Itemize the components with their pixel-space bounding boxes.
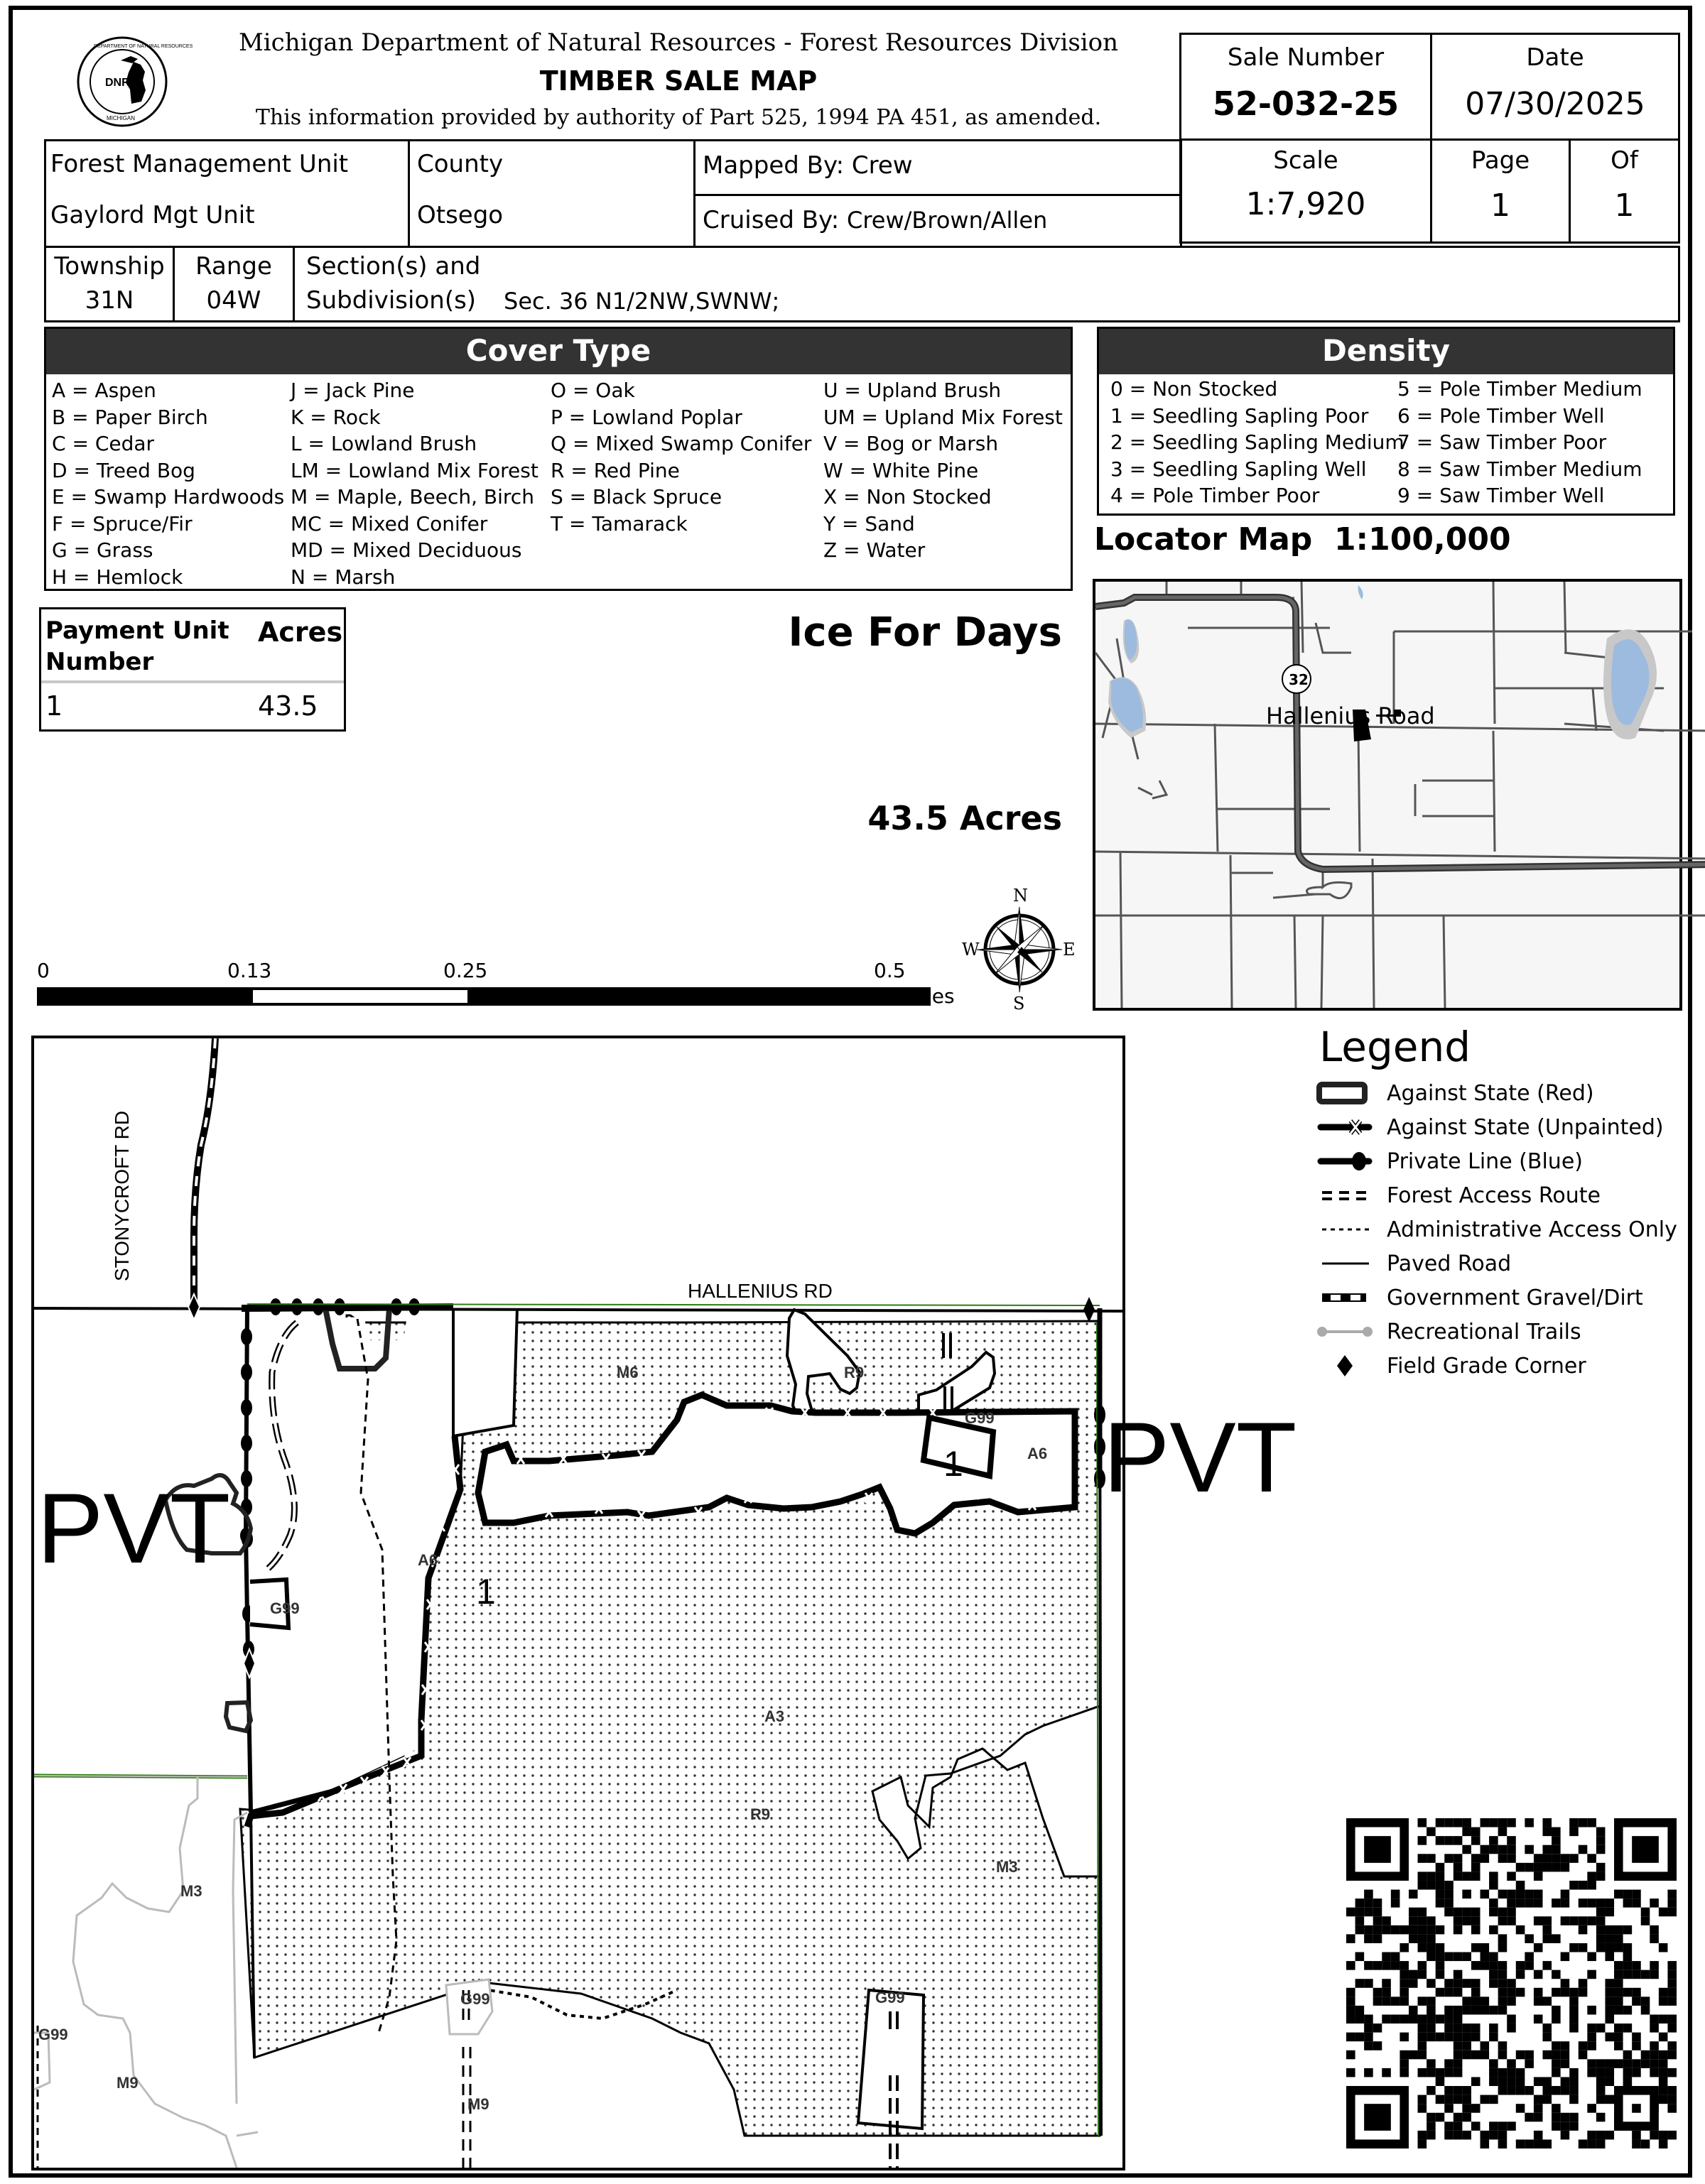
against-state-red-icon bbox=[1315, 1081, 1376, 1107]
fmu-cell bbox=[44, 139, 410, 248]
legend-label: Forest Access Route bbox=[1387, 1183, 1601, 1208]
sale-name: Ice For Days bbox=[788, 609, 1062, 656]
main-map bbox=[31, 1036, 1297, 2171]
density-entry: 0 = Non Stocked bbox=[1110, 377, 1278, 401]
stand-label: A6 bbox=[1027, 1445, 1048, 1462]
cover-type-entry: MC = Mixed Conifer bbox=[291, 511, 488, 536]
stand-label: G99 bbox=[38, 2026, 68, 2043]
density-entry: 2 = Seedling Sapling Medium bbox=[1110, 430, 1404, 454]
field-corner-ne bbox=[1083, 1297, 1095, 1322]
locator-map-graphic bbox=[1095, 582, 1679, 1008]
scale-tick-3: 0.5 bbox=[874, 959, 906, 982]
stand-label: M3 bbox=[996, 1858, 1018, 1876]
cruised-by-value: Crew/Brown/Allen bbox=[846, 207, 1048, 234]
range-cell bbox=[173, 246, 295, 322]
highway-shield-number: 32 bbox=[1289, 671, 1309, 688]
locator-road-label: Hallenius Road bbox=[1266, 702, 1435, 729]
county-value: Otsego bbox=[417, 201, 504, 229]
authority-text: This information provided by authority of Part 525, 1994 PA 451, as amended. bbox=[255, 105, 1102, 130]
fmu-label: Forest Management Unit bbox=[50, 150, 349, 178]
scale-bar-segment-2 bbox=[250, 987, 470, 1006]
unit-label-west: 1 bbox=[476, 1572, 496, 1612]
seal-bottom-text: MICHIGAN bbox=[107, 115, 135, 121]
date-label: Date bbox=[1526, 43, 1584, 72]
mapped-by-cell bbox=[693, 139, 1182, 196]
stand-label: G99 bbox=[965, 1409, 995, 1427]
cruised-by-cell bbox=[693, 194, 1182, 248]
scale-label: Scale bbox=[1273, 146, 1338, 175]
cover-type-entry: LM = Lowland Mix Forest bbox=[291, 458, 538, 482]
density-entry: 7 = Saw Timber Poor bbox=[1397, 430, 1607, 454]
payment-unit-header: Payment Unit Number bbox=[45, 616, 229, 676]
dnr-seal-icon bbox=[71, 32, 193, 131]
private-line-icon bbox=[1315, 1149, 1376, 1175]
legend-label: Administrative Access Only bbox=[1387, 1217, 1677, 1242]
cover-type-entry: Z = Water bbox=[823, 538, 926, 562]
total-acres: 43.5 Acres bbox=[867, 799, 1062, 837]
scale-unit: Miles bbox=[904, 984, 955, 1008]
forest-access-route-icon bbox=[1315, 1183, 1376, 1209]
date-value: 07/30/2025 bbox=[1465, 86, 1645, 122]
scale-bar-segment-3 bbox=[467, 987, 931, 1006]
pvt-label-west: PVT bbox=[37, 1472, 231, 1584]
legend-label: Recreational Trails bbox=[1387, 1320, 1581, 1344]
pvt-label-east: PVT bbox=[1103, 1401, 1297, 1513]
admin-access-icon bbox=[1315, 1217, 1376, 1243]
stonycroft-road-label: STONYCROFT RD bbox=[111, 1110, 133, 1281]
scale-value: 1:7,920 bbox=[1245, 186, 1366, 222]
cover-type-box bbox=[44, 327, 1073, 591]
locator-map-title: Locator Map bbox=[1094, 521, 1313, 558]
range-label: Range bbox=[195, 252, 272, 281]
compass-e: E bbox=[1063, 940, 1076, 960]
page-of-cell bbox=[1569, 138, 1680, 244]
page-value: 1 bbox=[1490, 188, 1510, 224]
stand-label: G99 bbox=[270, 1599, 300, 1617]
stand-label: M3 bbox=[180, 1882, 202, 1900]
density-entry: 6 = Pole Timber Well bbox=[1397, 403, 1605, 428]
scale-bar bbox=[37, 959, 955, 1009]
cover-type-entry: C = Cedar bbox=[52, 432, 155, 455]
legend-label: Paved Road bbox=[1387, 1251, 1512, 1276]
cover-type-entry: N = Marsh bbox=[291, 565, 396, 589]
stand-label: G99 bbox=[460, 1990, 490, 2008]
qr-code-icon bbox=[1346, 1818, 1677, 2148]
cover-type-entry: V = Bog or Marsh bbox=[823, 432, 999, 455]
seal-center-text: DNR bbox=[105, 77, 130, 89]
sale-number-cell bbox=[1179, 33, 1432, 141]
seal-top-text: DEPARTMENT OF NATURAL RESOURCES bbox=[94, 44, 193, 49]
county-label: County bbox=[417, 150, 504, 178]
acres-header: Acres bbox=[258, 616, 343, 648]
mapped-by-label: Mapped By: bbox=[703, 151, 845, 180]
paved-road-icon bbox=[1315, 1251, 1376, 1277]
cover-type-title: Cover Type bbox=[46, 329, 1071, 374]
scale-tick-0: 0 bbox=[37, 959, 50, 982]
density-title: Density bbox=[1099, 329, 1673, 374]
trail-icon bbox=[1315, 1320, 1376, 1345]
legend-label: Private Line (Blue) bbox=[1387, 1149, 1583, 1174]
density-box bbox=[1097, 327, 1675, 516]
township-label: Township bbox=[54, 252, 165, 281]
unit-label-east: 1 bbox=[943, 1444, 963, 1484]
legend-label: Against State (Unpainted) bbox=[1387, 1115, 1664, 1140]
cover-type-entry: U = Upland Brush bbox=[823, 379, 1002, 402]
payment-unit-table bbox=[39, 607, 346, 732]
cruised-by-row bbox=[703, 206, 1047, 234]
sections-cell bbox=[293, 246, 1680, 322]
stand-label: R9 bbox=[750, 1805, 771, 1823]
stand-label: G99 bbox=[875, 1989, 905, 2006]
cover-type-entry: E = Swamp Hardwoods bbox=[52, 485, 285, 509]
main-map-graphic bbox=[34, 1038, 1122, 2168]
locator-map bbox=[1093, 579, 1682, 1011]
page-cell bbox=[1430, 138, 1571, 244]
cover-type-entry: MD = Mixed Deciduous bbox=[291, 538, 522, 562]
stand-label: A3 bbox=[764, 1707, 785, 1725]
cover-type-entry: T = Tamarack bbox=[551, 511, 688, 536]
date-cell bbox=[1430, 33, 1680, 141]
cover-type-entry: Y = Sand bbox=[823, 511, 915, 536]
legend-label: Government Gravel/Dirt bbox=[1387, 1286, 1643, 1310]
stand-label: A6 bbox=[418, 1551, 438, 1569]
cover-type-entry: X = Non Stocked bbox=[823, 485, 992, 509]
page-label: Page bbox=[1471, 146, 1530, 175]
scale-tick-2: 0.25 bbox=[443, 959, 488, 982]
cover-type-entry: R = Red Pine bbox=[551, 458, 680, 482]
stand-label: M9 bbox=[117, 2074, 139, 2092]
density-entry: 8 = Saw Timber Medium bbox=[1397, 457, 1642, 481]
against-state-unpainted-icon bbox=[1315, 1115, 1376, 1141]
unit-acres: 43.5 bbox=[258, 690, 318, 722]
township-value: 31N bbox=[85, 286, 134, 315]
cover-type-entry: Q = Mixed Swamp Conifer bbox=[551, 432, 812, 455]
township-cell bbox=[44, 246, 175, 322]
cover-type-entry: J = Jack Pine bbox=[291, 379, 415, 402]
legend-label: Field Grade Corner bbox=[1387, 1354, 1586, 1379]
stand-m6 bbox=[453, 1308, 517, 1436]
sections-value: Sec. 36 N1/2NW,SWNW; bbox=[504, 288, 780, 315]
stand-label: R9 bbox=[844, 1364, 865, 1381]
gravel-road-icon bbox=[1315, 1286, 1376, 1311]
cover-type-entry: B = Paper Birch bbox=[52, 405, 208, 429]
cover-type-entry: M = Maple, Beech, Birch bbox=[291, 485, 534, 509]
field-corner-nw bbox=[188, 1294, 200, 1320]
map-title: TIMBER SALE MAP bbox=[539, 65, 818, 97]
mapped-by-row bbox=[703, 151, 913, 180]
cover-type-entry: O = Oak bbox=[551, 379, 635, 402]
county-cell bbox=[408, 139, 695, 248]
cover-type-entry: A = Aspen bbox=[52, 379, 156, 402]
sections-label-2: Subdivision(s) bbox=[306, 286, 477, 315]
scale-bar-segment-1 bbox=[37, 987, 254, 1006]
of-label: Of bbox=[1611, 146, 1638, 175]
agency-name: Michigan Department of Natural Resources - Forest Resources Division bbox=[238, 28, 1119, 57]
locator-map-heading bbox=[1094, 521, 1511, 558]
compass-w: W bbox=[962, 940, 980, 960]
compass-s: S bbox=[1013, 994, 1025, 1014]
cover-type-entry: W = White Pine bbox=[823, 458, 979, 482]
unit-number: 1 bbox=[45, 690, 63, 722]
sections-label-1: Section(s) and bbox=[306, 252, 481, 281]
cover-type-entry: L = Lowland Brush bbox=[291, 432, 477, 455]
hallenius-road-label: HALLENIUS RD bbox=[688, 1280, 833, 1302]
density-entry: 1 = Seedling Sapling Poor bbox=[1110, 403, 1369, 428]
cover-type-entry: K = Rock bbox=[291, 405, 381, 429]
sale-number-label: Sale Number bbox=[1227, 43, 1385, 72]
cover-type-entry: UM = Upland Mix Forest bbox=[823, 405, 1063, 429]
range-value: 04W bbox=[206, 286, 261, 315]
legend bbox=[1311, 1023, 1687, 1449]
cruised-by-label: Cruised By: bbox=[703, 206, 840, 234]
density-entry: 3 = Seedling Sapling Well bbox=[1110, 457, 1367, 481]
cover-type-entry: G = Grass bbox=[52, 538, 153, 562]
density-entry: 4 = Pole Timber Poor bbox=[1110, 484, 1320, 507]
table-divider bbox=[41, 680, 344, 683]
scale-cell bbox=[1179, 138, 1432, 244]
table-row bbox=[41, 688, 344, 727]
density-entry: 5 = Pole Timber Medium bbox=[1397, 377, 1642, 401]
compass-rose-icon bbox=[959, 884, 1080, 1012]
cover-type-entry: S = Black Spruce bbox=[551, 485, 722, 509]
mapped-by-value: Crew bbox=[851, 151, 913, 180]
density-entry: 9 = Saw Timber Well bbox=[1397, 484, 1605, 507]
cover-type-entry: D = Treed Bog bbox=[52, 458, 195, 482]
locator-map-scale: 1:100,000 bbox=[1333, 521, 1511, 558]
sale-number-value: 52-032-25 bbox=[1212, 85, 1400, 123]
of-value: 1 bbox=[1614, 188, 1635, 224]
compass-n: N bbox=[1013, 886, 1028, 906]
cover-type-entry: P = Lowland Poplar bbox=[551, 405, 742, 429]
fmu-value: Gaylord Mgt Unit bbox=[50, 201, 255, 229]
cover-type-entry: F = Spruce/Fir bbox=[52, 511, 193, 536]
legend-label: Against State (Red) bbox=[1387, 1081, 1594, 1106]
cover-type-entry: H = Hemlock bbox=[52, 565, 183, 589]
stand-label: M9 bbox=[467, 2095, 489, 2113]
scale-tick-1: 0.13 bbox=[227, 959, 272, 982]
legend-title: Legend bbox=[1319, 1023, 1471, 1071]
field-corner-icon bbox=[1315, 1354, 1376, 1379]
stand-label: M6 bbox=[617, 1364, 639, 1381]
